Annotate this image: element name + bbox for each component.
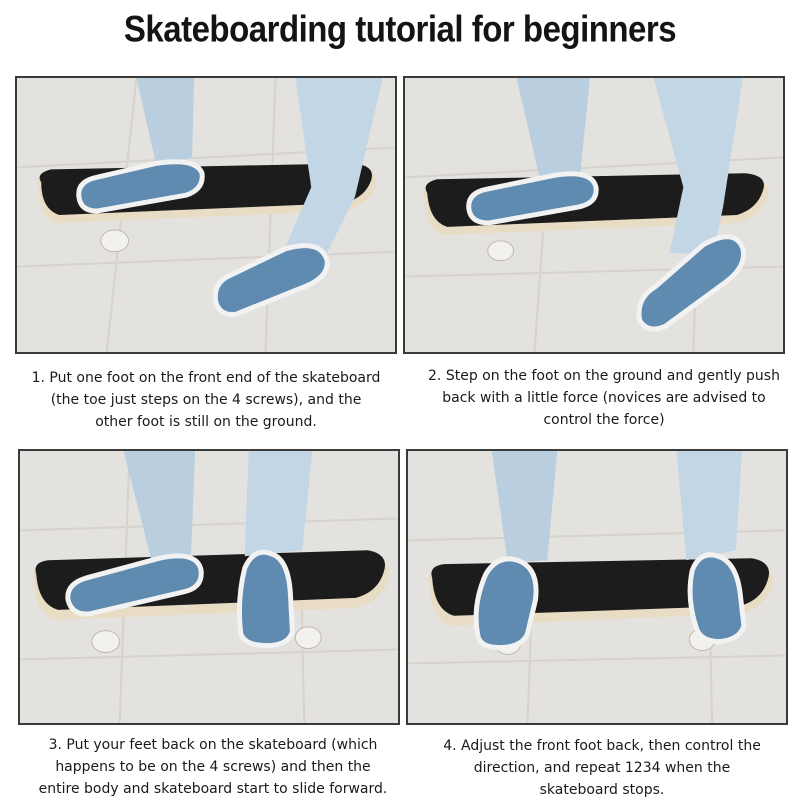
wheel <box>92 631 120 653</box>
leg-jeans <box>676 451 742 560</box>
wheel <box>488 241 514 261</box>
step-3-illustration <box>20 451 398 723</box>
step-2-illustration <box>405 78 783 352</box>
shoe-on-board <box>476 559 536 648</box>
step-1-caption: 1. Put one foot on the front end of the skateboard (the toe just steps on the 4 screws), and the other foot is still on the ground. <box>31 370 381 430</box>
step-4-photo <box>406 449 788 725</box>
step-2-photo <box>403 76 785 354</box>
step-1-photo <box>15 76 397 354</box>
step-1-illustration <box>17 78 395 352</box>
step-3-caption: 3. Put your feet back on the skateboard (which happens to be on the 4 screws) and then the entire body and skateboard start to slide forward. <box>38 737 388 797</box>
step-4-caption: 4. Adjust the front foot back, then control the direction, and repeat 1234 when the skateboard stops. <box>443 738 761 798</box>
wheel <box>295 627 321 649</box>
shoe-on-board <box>239 552 292 645</box>
page-title: Skateboarding tutorial for beginners <box>123 7 677 50</box>
leg-jeans <box>245 451 313 556</box>
wheel <box>101 230 129 252</box>
step-2-caption: 2. Step on the foot on the ground and gently push back with a little force (novices are advised to control the force) <box>428 368 780 428</box>
step-3-photo <box>18 449 400 725</box>
step-4-illustration <box>408 451 786 723</box>
